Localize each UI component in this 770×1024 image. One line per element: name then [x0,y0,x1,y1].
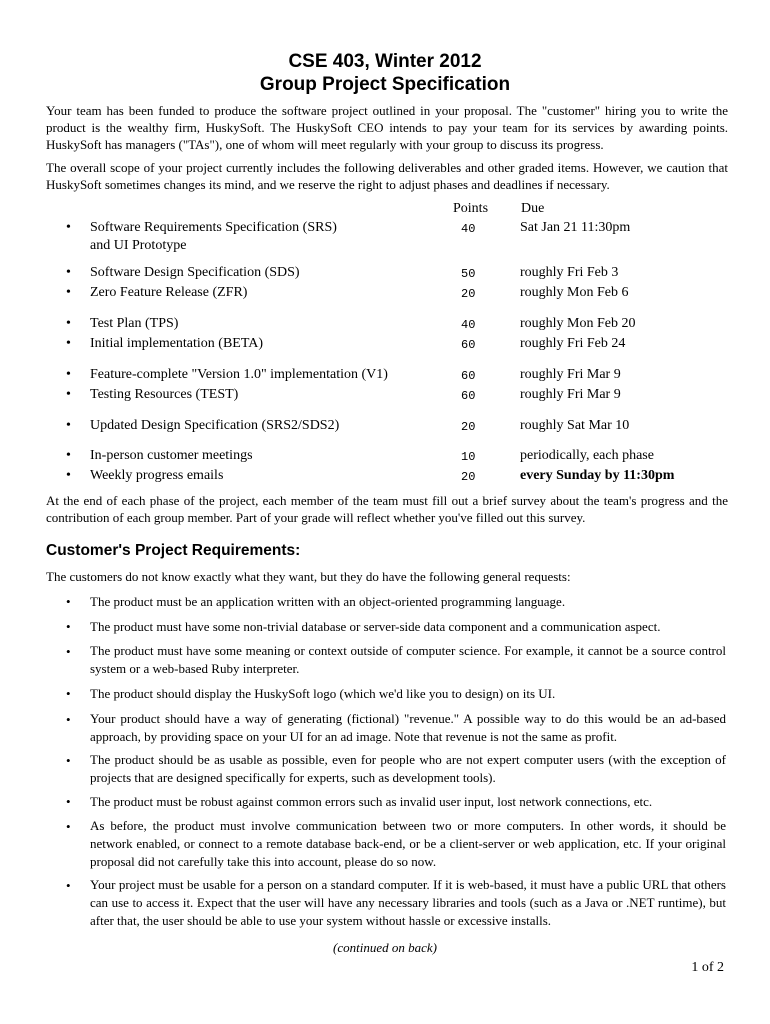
deliverable-name: Feature-complete "Version 1.0" implementation (V1) [90,367,388,382]
requirement-item: Your project must be usable for a person on a standard computer. If it is web-based, it must have a public URL that others can use to access it. Expect that the user will have any necessary libraries and tools (such as a Java or .NET runtime), but after that, the user should be able to use your system without hassle or excessive installs. [90,877,726,928]
bullet-icon: • [66,753,71,768]
deliverable-points: 40 [461,222,476,236]
deliverable-due: roughly Fri Feb 3 [520,265,619,280]
requirement-item: The product should be as usable as possible, even for people who are not expert computer users (with the exception of projects that are designed specifically for experts, such as development tools). [90,752,726,785]
requirement-item: The product must have some meaning or context outside of computer science. For example, it cannot be a source control system or a web-based Ruby interpreter. [90,643,726,676]
deliverable-due: roughly Fri Mar 9 [520,367,621,382]
bullet-icon: • [66,619,71,634]
bullet-icon: • [66,686,71,701]
requirement-item: As before, the product must involve communication between two or more computers. In other words, it should be network enabled, or connect to a remote database back-end, or be a client-server or web application, etc. If your original proposal did not carefully take this into account, please do so now. [90,818,726,869]
bullet-icon: • [66,819,71,834]
bullet-icon: • [66,448,71,463]
page-number: 1 of 2 [691,960,724,975]
deliverable-points: 20 [461,420,476,434]
deliverable-points: 20 [461,287,476,301]
deliverable-due: roughly Mon Feb 20 [520,316,636,331]
bullet-icon: • [66,418,71,433]
deliverable-name: Software Design Specification (SDS) [90,265,300,280]
requirement-item: Your product should have a way of generating (fictional) "revenue." A possible way to do this would be an ad-based approach, by providing space on your UI for an ad image. Note that revenue is not the same as profit. [90,711,726,744]
deliverable-due: periodically, each phase [520,448,654,463]
bullet-icon: • [66,594,71,609]
deliverable-name-cont: and UI Prototype [90,238,187,253]
bullet-icon: • [66,387,71,402]
deliverable-due: roughly Fri Mar 9 [520,387,621,402]
requirement-item: The product must have some non-trivial database or server-side data component and a communication aspect. [90,619,661,634]
deliverable-due: roughly Mon Feb 6 [520,285,629,300]
bullet-icon: • [66,644,71,659]
deliverable-name: Weekly progress emails [90,468,224,483]
bullet-icon: • [66,265,71,280]
deliverable-name: Software Requirements Specification (SRS) [90,220,337,235]
bullet-icon: • [66,878,71,893]
requirement-item: The product must be robust against common errors such as invalid user input, lost network connections, etc. [90,794,653,809]
intro-paragraph-2: The overall scope of your project currently includes the following deliverables and other graded items. However, we caution that HuskySoft sometimes changes its mind, and we reserve the right to adjust phases and deadlines if necessary. [46,160,728,192]
deliverable-due: every Sunday by 11:30pm [520,468,675,483]
due-column-header: Due [521,201,545,216]
continued-note: (continued on back) [333,940,437,955]
bullet-icon: • [66,336,71,351]
deliverable-name: Initial implementation (BETA) [90,336,264,351]
deliverable-name: Test Plan (TPS) [90,316,179,331]
survey-note: At the end of each phase of the project, each member of the team must fill out a brief survey about the team's progress and the contribution of each group member. Part of your grade will reflect whether you've filled out this survey. [46,493,728,525]
bullet-icon: • [66,220,71,235]
bullet-icon: • [66,712,71,727]
deliverable-points: 60 [461,389,476,403]
bullet-icon: • [66,316,71,331]
page-title-line2: Group Project Specification [259,74,511,95]
deliverable-due: Sat Jan 21 11:30pm [520,220,631,235]
deliverable-points: 60 [461,369,476,383]
requirement-item: The product should display the HuskySoft logo (which we'd like you to design) on its UI. [90,686,556,701]
deliverable-name: Updated Design Specification (SRS2/SDS2) [90,418,340,433]
points-column-header: Points [453,201,489,216]
bullet-icon: • [66,285,71,300]
bullet-icon: • [66,468,71,483]
requirements-intro: The customers do not know exactly what they want, but they do have the following general requests: [46,569,571,584]
bullet-icon: • [66,367,71,382]
intro-paragraph-1: Your team has been funded to produce the software project outlined in your proposal. The "customer" hiring you to write the product is the wealthy firm, HuskySoft. The HuskySoft CEO intends to pay your team for its services by awarding points. HuskySoft has managers ("TAs"), one of whom will meet regularly with your group to discuss its progress. [46,103,728,152]
deliverable-name: Zero Feature Release (ZFR) [90,285,248,300]
deliverable-points: 50 [461,267,476,281]
deliverable-name: In-person customer meetings [90,448,253,463]
requirements-heading: Customer's Project Requirements: [46,542,301,559]
deliverable-due: roughly Fri Feb 24 [520,336,626,351]
deliverable-points: 10 [461,450,476,464]
deliverable-points: 20 [461,470,476,484]
requirement-item: The product must be an application written with an object-oriented programming language. [90,594,566,609]
deliverable-points: 60 [461,338,476,352]
deliverable-name: Testing Resources (TEST) [90,387,239,402]
deliverable-due: roughly Sat Mar 10 [520,418,630,433]
bullet-icon: • [66,794,71,809]
page-title-line1: CSE 403, Winter 2012 [288,51,482,72]
deliverable-points: 40 [461,318,476,332]
